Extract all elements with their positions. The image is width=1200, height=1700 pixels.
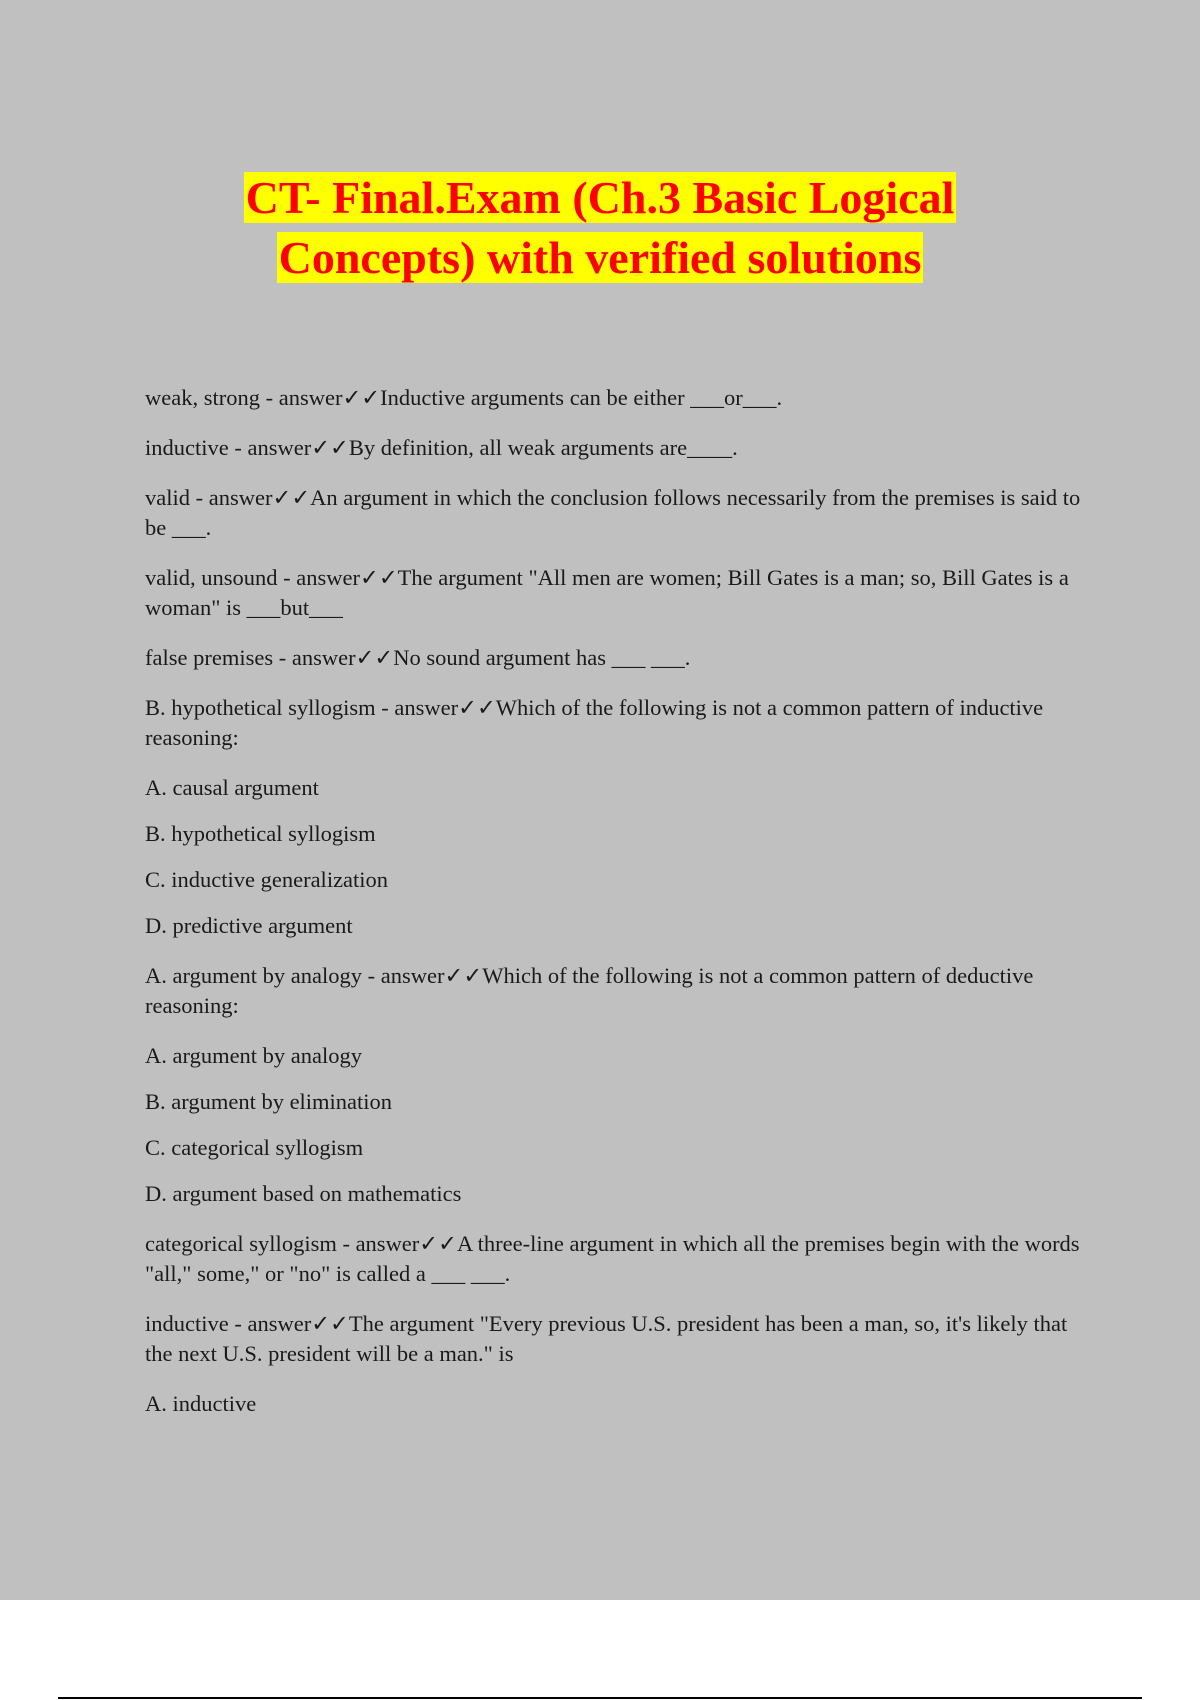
- qa-item: [145, 563, 1085, 623]
- qa-question: No sound argument has ___ ___.: [393, 645, 691, 670]
- option-item: C. inductive generalization: [145, 867, 389, 892]
- answer-marker: - answer✓✓: [362, 963, 483, 988]
- qa-question: Inductive arguments can be either ___or___.: [380, 385, 783, 410]
- option-item: B. argument by elimination: [145, 1089, 393, 1114]
- option-item: A. causal argument: [145, 775, 319, 800]
- qa-item: [145, 643, 1085, 673]
- option-item: A. argument by analogy: [145, 1043, 363, 1068]
- qa-answer: valid, unsound: [145, 565, 278, 590]
- qa-list: [145, 383, 1085, 1439]
- qa-question: A three-line argument in which all the premises begin with the words "all," some," or "no" is called a ___ ___.: [145, 1231, 1080, 1286]
- qa-question: By definition, all weak arguments are____.: [348, 435, 738, 460]
- qa-item: [145, 693, 1085, 753]
- qa-item: [145, 1229, 1085, 1289]
- qa-item: [145, 1309, 1085, 1369]
- qa-answer: valid: [145, 485, 190, 510]
- qa-answer: false premises: [145, 645, 274, 670]
- qa-item: [145, 483, 1085, 543]
- answer-marker: - answer✓✓: [336, 1231, 457, 1256]
- option-item: A. inductive: [145, 1391, 257, 1416]
- qa-answer: weak, strong: [145, 385, 260, 410]
- answer-marker: - answer✓✓: [190, 485, 311, 510]
- qa-item: [145, 383, 1085, 413]
- answer-marker: - answer✓✓: [273, 645, 394, 670]
- qa-answer: B. hypothetical syllogism: [145, 695, 376, 720]
- qa-answer: categorical syllogism: [145, 1231, 337, 1256]
- qa-question: The argument "All men are women; Bill Gates is a man; so, Bill Gates is a woman" is ___but___: [145, 565, 1069, 620]
- qa-question: Which of the following is not a common pattern of deductive reasoning:: [145, 963, 1034, 1018]
- qa-question: An argument in which the conclusion follows necessarily from the premises is said to be ___.: [145, 485, 1081, 540]
- qa-answer: A. argument by analogy: [145, 963, 363, 988]
- option-item: D. predictive argument: [145, 913, 353, 938]
- title-line-1: CT- Final.Exam (Ch.3 Basic Logical: [245, 172, 955, 223]
- answer-marker: - answer✓✓: [259, 385, 381, 410]
- title-line-2: Concepts) with verified solutions: [278, 232, 922, 283]
- qa-item: [145, 433, 1085, 463]
- document-title: [0, 168, 1200, 288]
- answer-marker: - answer✓✓: [228, 1311, 349, 1336]
- qa-answer: inductive: [145, 435, 229, 460]
- qa-item: [145, 961, 1085, 1021]
- answer-marker: - answer✓✓: [228, 435, 349, 460]
- qa-answer: inductive: [145, 1311, 229, 1336]
- footer-divider: [58, 1697, 1142, 1699]
- option-item: B. hypothetical syllogism: [145, 821, 376, 846]
- answer-marker: - answer✓✓: [375, 695, 496, 720]
- qa-question: Which of the following is not a common pattern of inductive reasoning:: [145, 695, 1044, 750]
- option-item: D. argument based on mathematics: [145, 1181, 462, 1206]
- option-item: C. categorical syllogism: [145, 1135, 364, 1160]
- qa-question: The argument "Every previous U.S. president has been a man, so, it's likely that the next U.S. president will be a man." is: [145, 1311, 1068, 1366]
- answer-marker: - answer✓✓: [277, 565, 398, 590]
